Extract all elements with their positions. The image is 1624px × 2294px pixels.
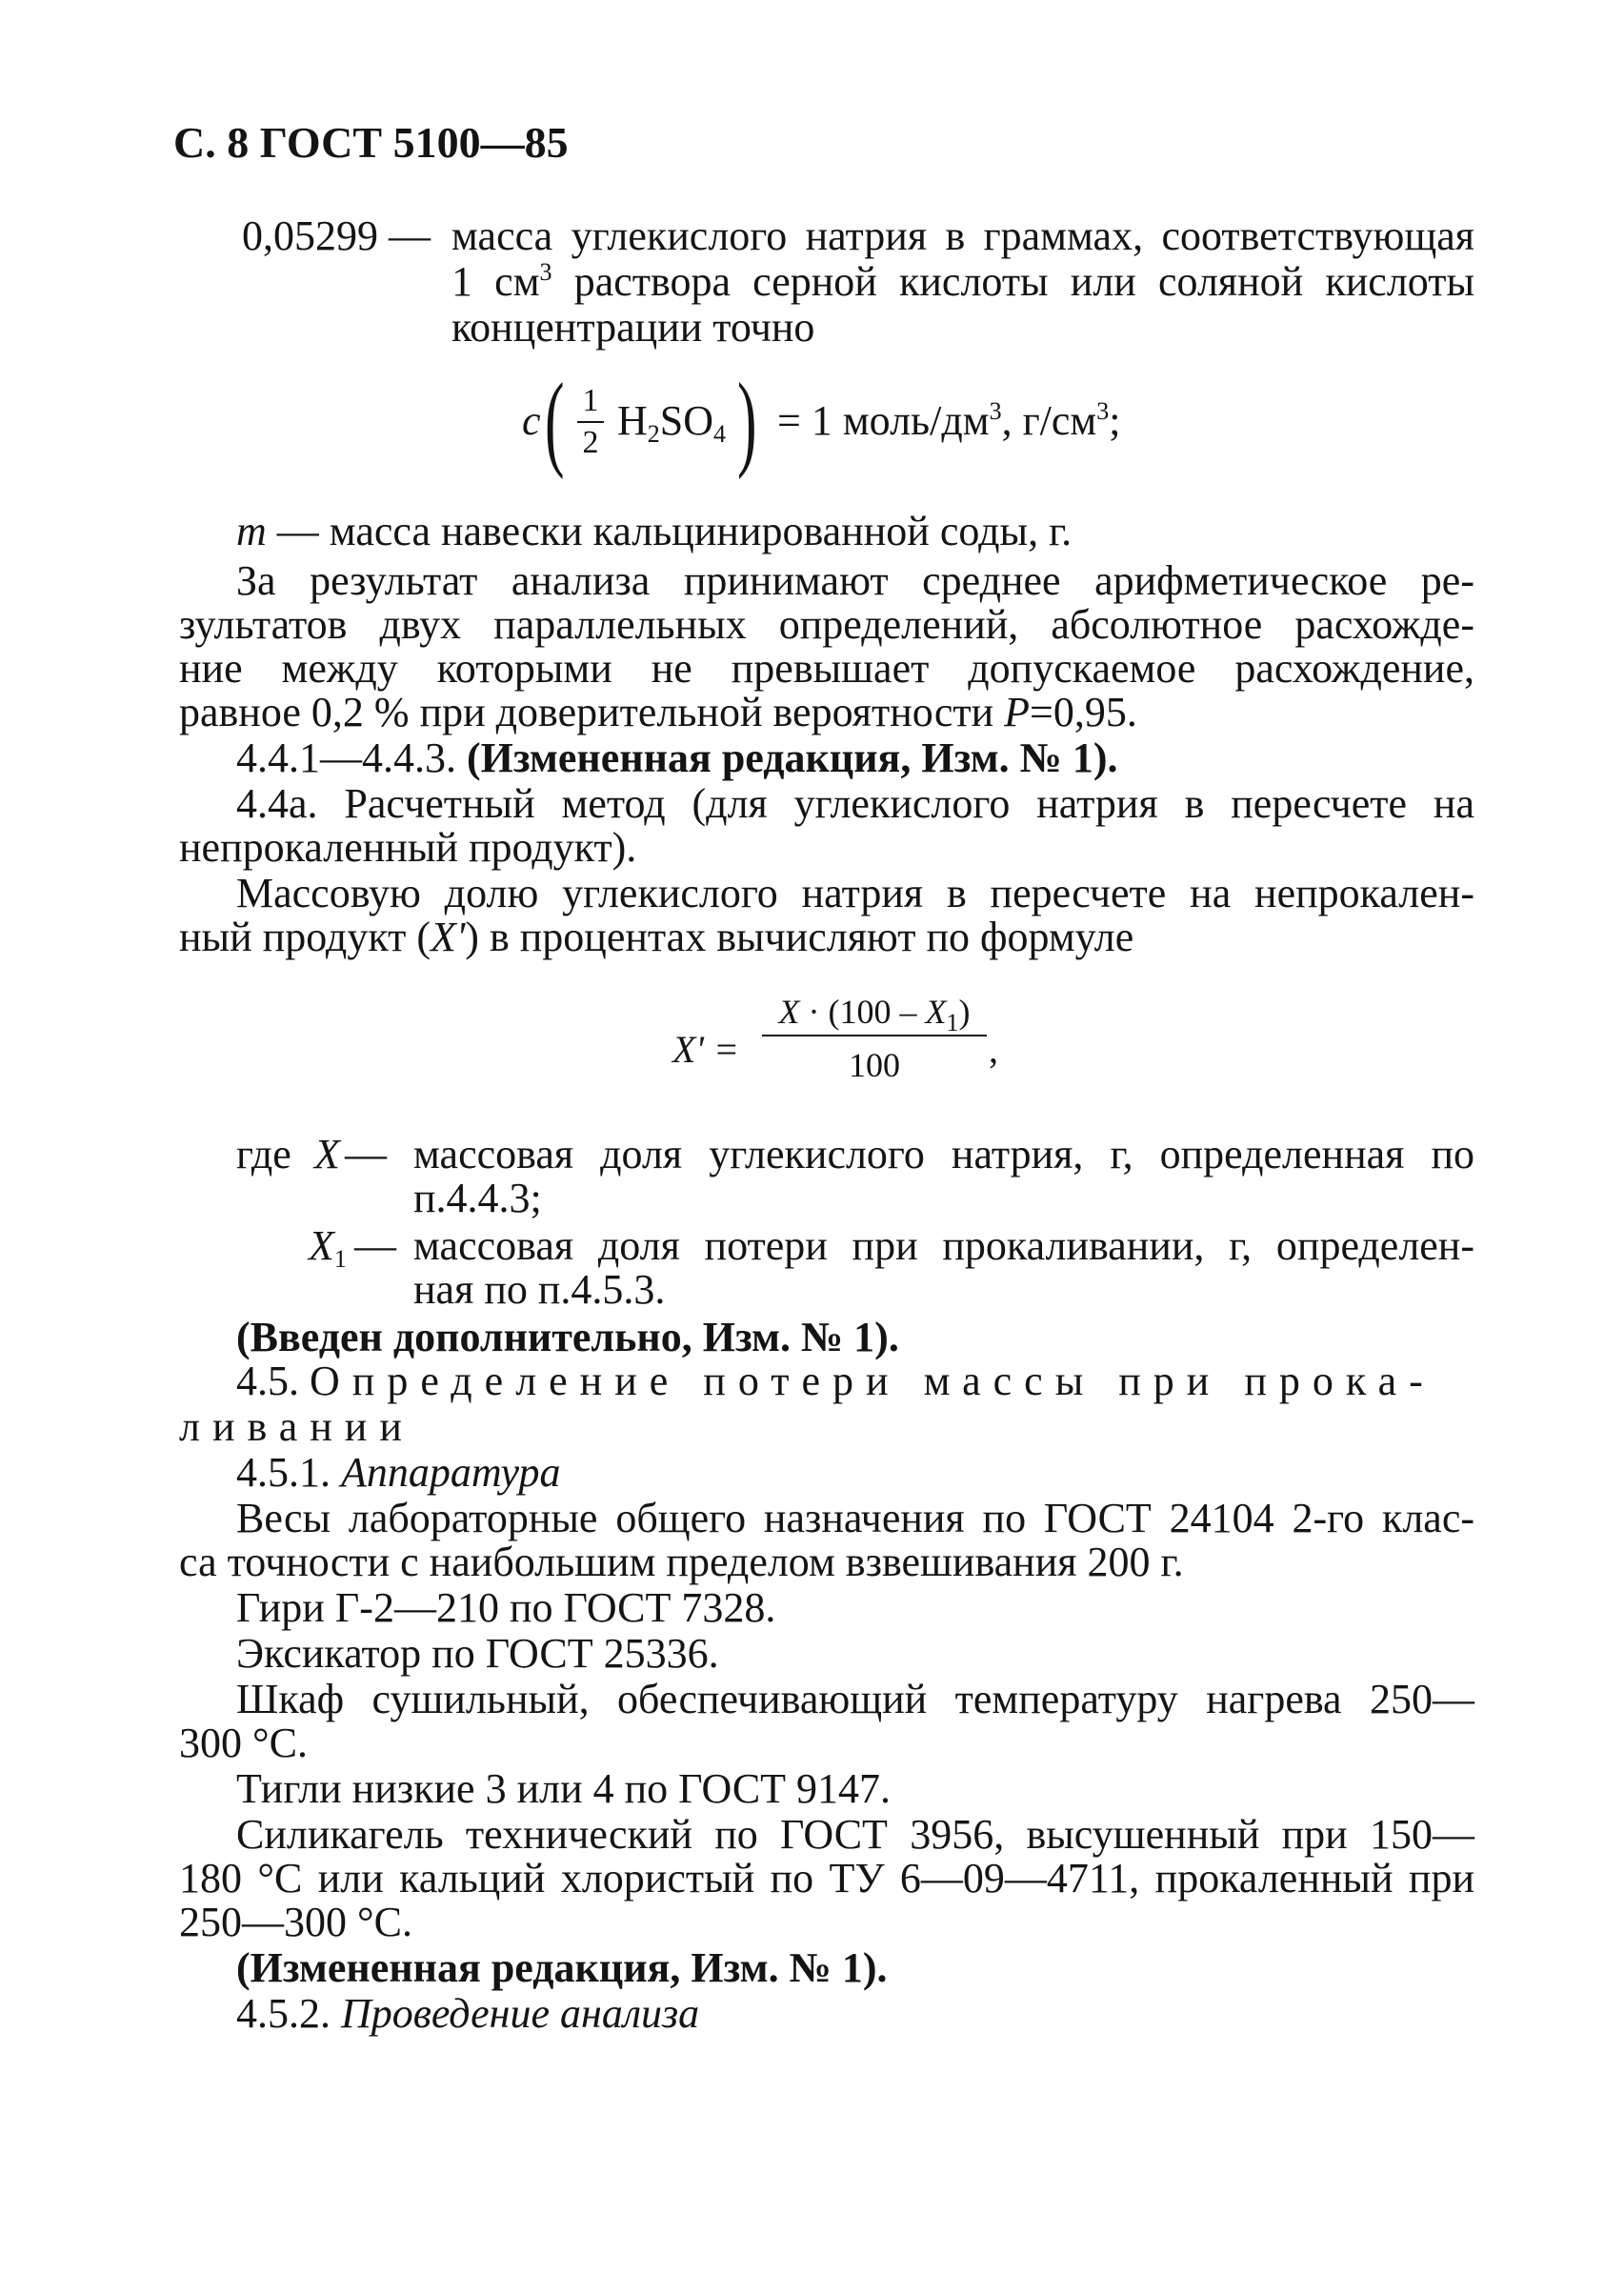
equipment-scales: Весы лабораторные общего назначения по ГОСТ 24104 2-го клас- bbox=[236, 1495, 1474, 1541]
where-def-x: массовая доля углекислого натрия, г, определенная по bbox=[413, 1131, 1474, 1177]
formula-var-c: c bbox=[522, 397, 541, 444]
where-var-x1: $X_1$ bbox=[309, 1222, 347, 1273]
paragraph-line: равное 0,2 % при доверительной вероятности P=0,95. bbox=[179, 689, 1137, 735]
where-dash: — bbox=[345, 1131, 387, 1177]
definition-term: 0,05299 — bbox=[242, 212, 431, 259]
paragraph-line: ный продукт (X') в процентах вычисляют по формуле bbox=[179, 914, 1134, 960]
amendment-note: 4.4.1—4.4.3. (Измененная редакция, Изм. № 1). bbox=[236, 734, 1118, 781]
where-dash: — bbox=[354, 1222, 396, 1269]
equipment-oven: Шкаф сушильный, обеспечивающий температуру нагрева 250— bbox=[236, 1676, 1474, 1722]
formula-comma: , bbox=[989, 1028, 998, 1071]
paragraph-line: зультатов двух параллельных определений, абсолютное расхожде- bbox=[179, 601, 1474, 648]
where-def-x1: массовая доля потери при прокаливании, г, определен- bbox=[413, 1222, 1474, 1269]
definition-line: концентрации точно bbox=[451, 304, 815, 351]
equipment-silica-cont: 250—300 °С. bbox=[179, 1899, 412, 1945]
definition-m: m — масса навески кальцинированной соды, г. bbox=[236, 508, 1073, 554]
formula-denominator: 100 bbox=[849, 1046, 900, 1084]
half-fraction: 1 2 bbox=[577, 383, 604, 461]
section-4-5-2-heading: 4.5.2. Проведение анализа bbox=[236, 1990, 700, 2037]
equipment-silica: Силикагель технический по ГОСТ 3956, высушенный при 150— bbox=[236, 1811, 1474, 1858]
formula-rhs: = 1 моль/$дм^3$, $г/см^3$; bbox=[777, 397, 1121, 444]
paragraph-line: Массовую долю углекислого натрия в пересчете на непрокален- bbox=[236, 870, 1474, 916]
where-var-x: X bbox=[314, 1131, 340, 1177]
equipment-silica-cont: 180 °С или кальций хлористый по ТУ 6—09—4711, прокаленный при bbox=[179, 1855, 1474, 1902]
equipment-weights: Гири Г-2—210 по ГОСТ 7328. bbox=[236, 1584, 776, 1631]
formula-lhs: X' = bbox=[672, 1028, 739, 1071]
equipment-scales-cont: са точности с наибольшим пределом взвешивания 200 г. bbox=[179, 1539, 1184, 1585]
left-paren: ( bbox=[545, 362, 565, 480]
section-4-4a-cont: непрокаленный продукт). bbox=[179, 824, 637, 871]
equipment-desiccator: Эксикатор по ГОСТ 25336. bbox=[236, 1630, 719, 1677]
definition-line: масса углекислого натрия в граммах, соответствующая bbox=[451, 212, 1474, 259]
section-4-5-heading: 4.5. Определение потери массы при прока- bbox=[236, 1358, 1435, 1404]
right-paren: ) bbox=[737, 362, 757, 480]
mass-fraction-formula bbox=[672, 989, 1015, 1103]
section-4-5-1-heading: 4.5.1. Аппаратура bbox=[236, 1449, 561, 1496]
paragraph-line: За результат анализа принимают среднее арифметическое ре- bbox=[236, 557, 1474, 604]
page-header: С. 8 ГОСТ 5100—85 bbox=[173, 118, 569, 167]
introduced-note: (Введен дополнительно, Изм. № 1). bbox=[236, 1314, 899, 1360]
where-def-x1-cont: ная по п.4.5.3. bbox=[413, 1266, 666, 1313]
formula-numerator: $X \cdot (100 - X_1)$ bbox=[762, 993, 987, 1036]
where-label: где bbox=[236, 1131, 291, 1177]
where-def-x-cont: п.4.4.3; bbox=[413, 1175, 542, 1221]
amendment-note: (Измененная редакция, Изм. № 1). bbox=[236, 1944, 888, 1991]
equipment-crucibles: Тигли низкие 3 или 4 по ГОСТ 9147. bbox=[236, 1765, 892, 1812]
formula-chemical: $H_2SO_4$ bbox=[617, 397, 727, 448]
paragraph-line: ние между которыми не превышает допускаемое расхождение, bbox=[179, 645, 1474, 692]
section-4-4a: 4.4а. Расчетный метод (для углекислого натрия в пересчете на bbox=[236, 780, 1474, 827]
definition-line: 1 $см^3$ раствора серной кислоты или соляной кислоты bbox=[451, 258, 1475, 305]
section-4-5-heading-cont: ливании bbox=[179, 1403, 414, 1450]
equipment-oven-cont: 300 °С. bbox=[179, 1720, 308, 1766]
